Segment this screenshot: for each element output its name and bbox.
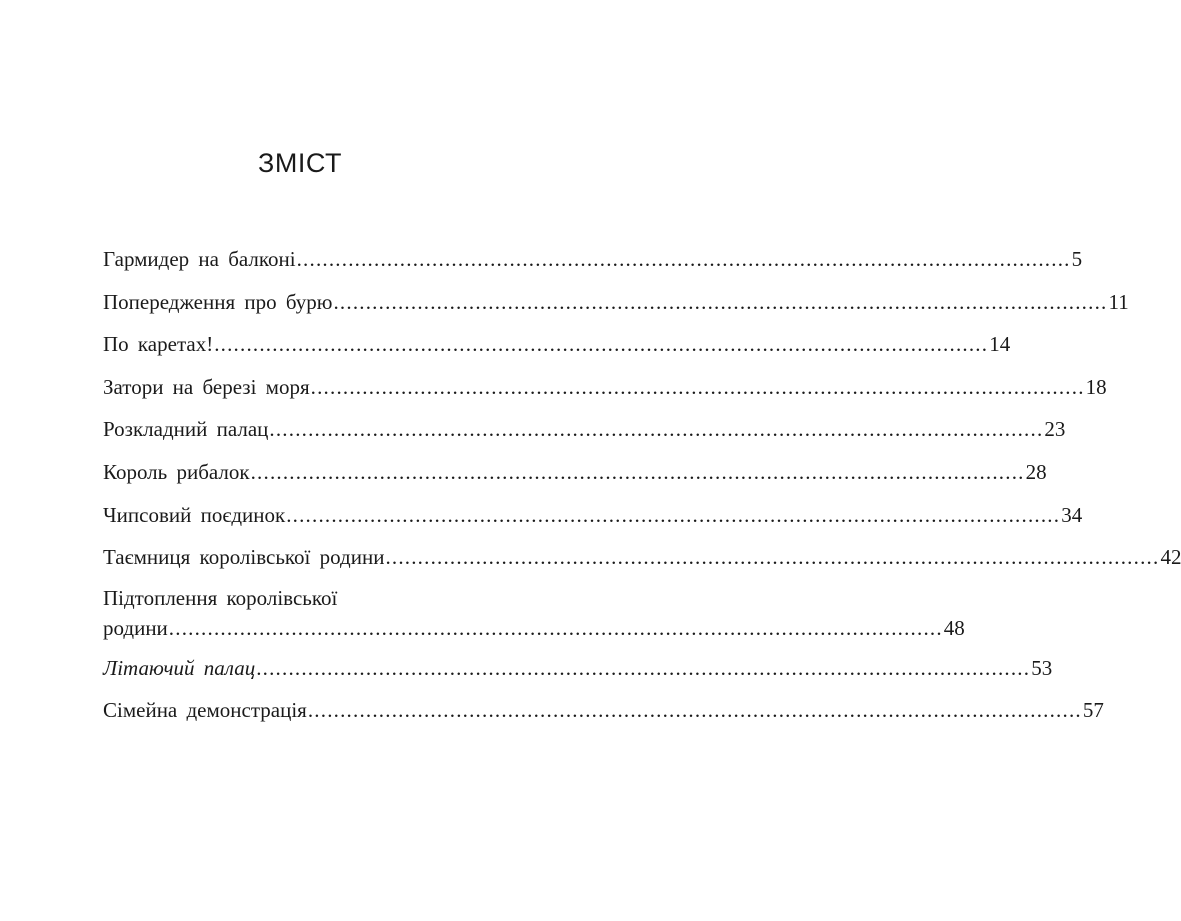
toc-entry-title: Гармидер на балконі	[103, 247, 296, 271]
toc-entry	[103, 408, 1066, 451]
dot-leader	[297, 238, 1071, 281]
toc-entry-title: Підтоплення королівської	[103, 585, 338, 610]
toc-page-number: 28	[1025, 459, 1047, 484]
dot-leader	[333, 281, 1107, 324]
toc-entry-title: Затори на березі моря	[103, 374, 310, 399]
toc-entry-title: По каретах!	[103, 332, 214, 357]
toc-entry	[103, 238, 1083, 281]
dot-leader	[214, 323, 988, 366]
page-title: ЗМІСТ	[258, 148, 342, 178]
toc-page-number: 11	[1108, 289, 1129, 314]
toc-page-number: 42	[1160, 545, 1181, 570]
toc-entry-title: Чипсовий поєдинок	[103, 502, 286, 527]
toc-page-number: 18	[1085, 374, 1107, 399]
toc-entry-title: Король рибалок	[103, 459, 250, 484]
toc-entry	[103, 323, 1011, 366]
toc-page-number: 5	[1071, 247, 1083, 271]
toc-entry	[103, 281, 1129, 324]
toc-page-number: 57	[1082, 698, 1104, 723]
toc-page-number: 53	[1031, 655, 1053, 680]
toc-entry-title: Таємниця королівської родини	[103, 545, 385, 570]
toc-entry	[103, 647, 1053, 690]
toc-entry	[103, 451, 1047, 494]
dot-leader	[269, 408, 1043, 451]
dot-leader	[251, 451, 1025, 494]
table-of-contents	[103, 238, 1181, 732]
dot-leader	[385, 536, 1159, 579]
toc-page-number: 48	[943, 615, 965, 640]
dot-leader	[311, 366, 1085, 409]
dot-leader	[256, 647, 1030, 690]
toc-entry-title: Літаючий палац	[103, 655, 256, 680]
dot-leader	[286, 494, 1060, 537]
dot-leader	[169, 613, 943, 643]
toc-entry-title: Попередження про бурю	[103, 289, 333, 314]
toc-page-number: 34	[1061, 502, 1083, 527]
toc-entry	[103, 536, 1181, 579]
toc-entry-title: Сімейна демонстрація	[103, 698, 307, 723]
toc-entry	[103, 689, 1104, 732]
toc-entry-title: Розкладний палац	[103, 417, 269, 442]
toc-entry	[103, 494, 1083, 537]
toc-entry-title-continued: родини	[103, 615, 168, 640]
dot-leader	[308, 689, 1082, 732]
toc-page-number: 14	[989, 332, 1011, 357]
toc-page-number: 23	[1044, 417, 1066, 442]
toc-entry	[103, 579, 965, 647]
toc-entry	[103, 366, 1107, 409]
